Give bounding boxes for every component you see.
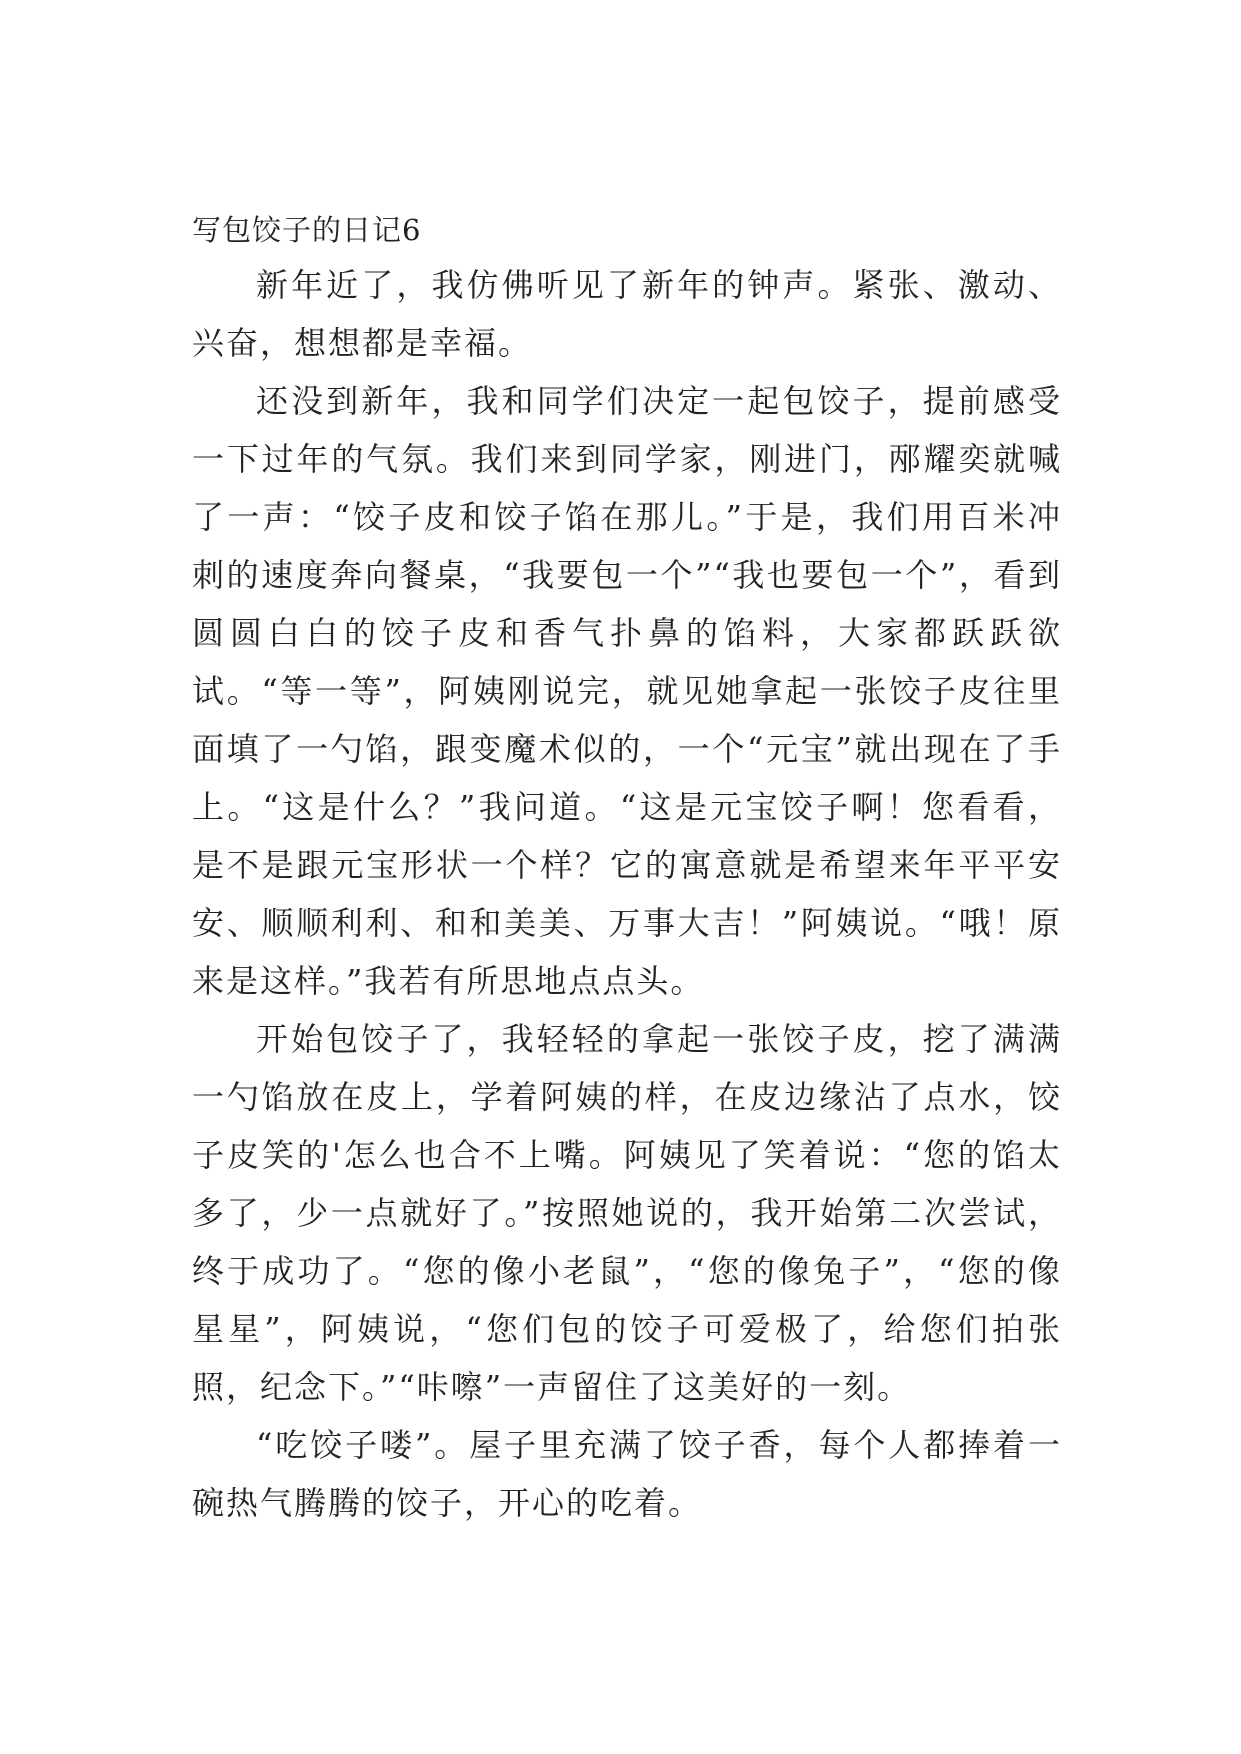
document-body <box>192 210 1062 1532</box>
paragraph-3: 开始包饺子了，我轻轻的拿起一张饺子皮，挖了满满一勺馅放在皮上，学着阿姨的样，在皮边缘沾了点水，饺子皮笑的'怎么也合不上嘴。阿姨见了笑着说：“您的馅太多了，少一点就好了。”按照她说的，我开始第二次尝试，终于成功了。“您的像小老鼠”，“您的像兔子”，“您的像星星”，阿姨说，“您们包的饺子可爱极了，给您们拍张照，纪念下。”“咔嚓”一声留住了这美好的一刻。 <box>192 1020 1062 1406</box>
paragraph-1: 新年近了，我仿佛听见了新年的钟声。紧张、激动、兴奋，想想都是幸福。 <box>192 266 1062 362</box>
paragraph-2: 还没到新年，我和同学们决定一起包饺子，提前感受一下过年的气氛。我们来到同学家，刚进门，邴耀奕就喊了一声：“饺子皮和饺子馅在那儿。”于是，我们用百米冲刺的速度奔向餐桌，“我要包一个”“我也要包一个”，看到圆圆白白的饺子皮和香气扑鼻的馅料，大家都跃跃欲试。“等一等”，阿姨刚说完，就见她拿起一张饺子皮往里面填了一勺馅，跟变魔术似的，一个“元宝”就出现在了手上。“这是什么？”我问道。“这是元宝饺子啊！您看看，是不是跟元宝形状一个样？它的寓意就是希望来年平平安安、顺顺利利、和和美美、万事大吉！”阿姨说。“哦！原来是这样。”我若有所思地点点头。 <box>192 382 1062 1000</box>
document-title: 写包饺子的日记6 <box>192 213 422 247</box>
paragraph-4: “吃饺子喽”。屋子里充满了饺子香，每个人都捧着一碗热气腾腾的饺子，开心的吃着。 <box>192 1426 1062 1522</box>
